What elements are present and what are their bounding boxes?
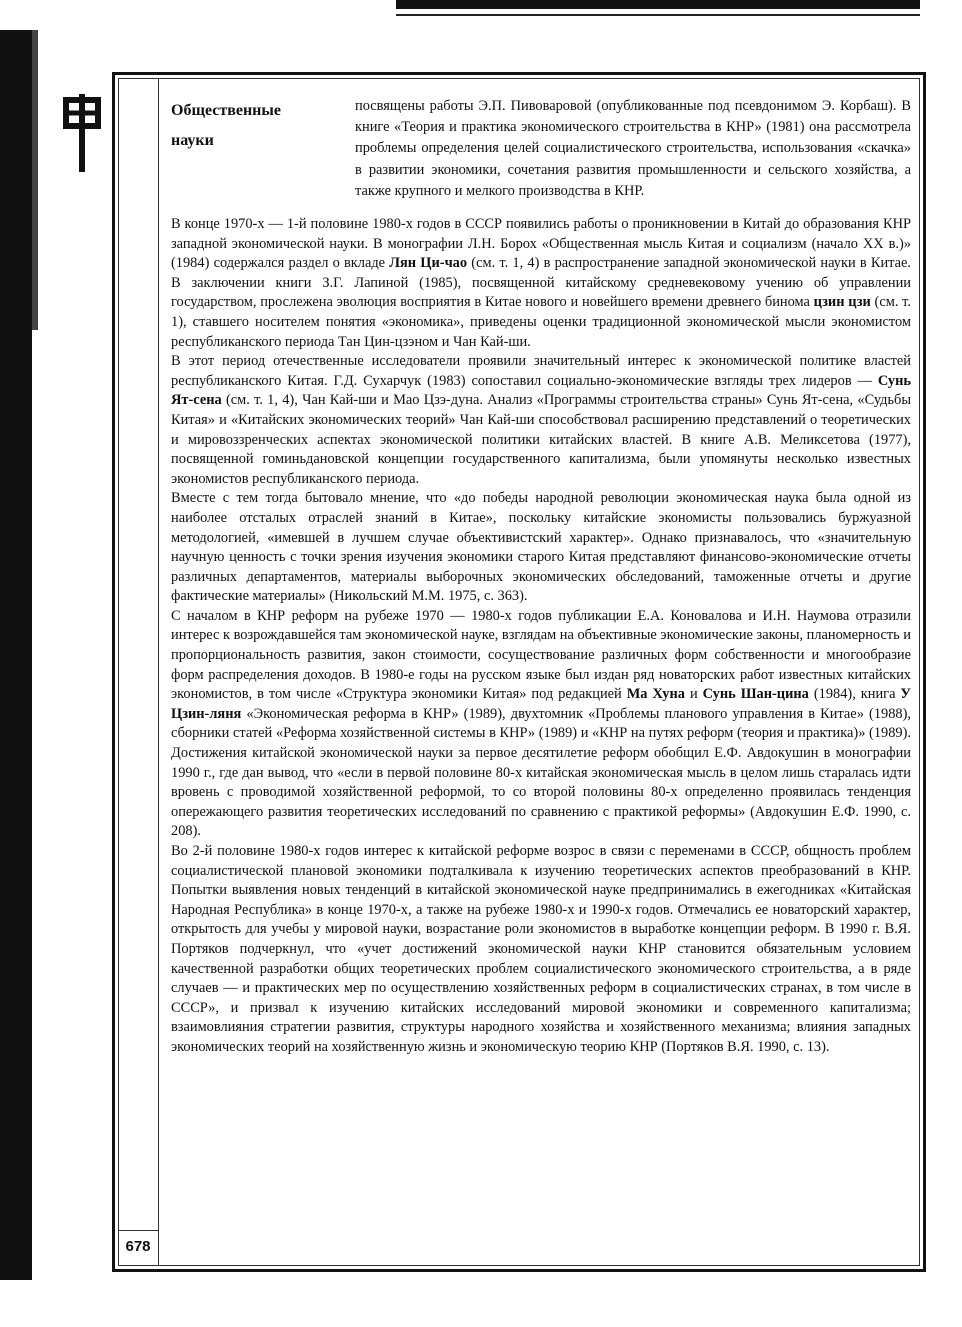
- top-decorative-line: [396, 14, 920, 16]
- text-run: В конце 1970-х — 1-й половине 1980-х годов в СССР появились работы о проникновении в Китай до образования КНР западной экономической науки. В монографии Л.Н. Борох «Общественная мысль Китая и социализм (начало XX в.)» (1984) содержался раздел о вкладе: [171, 216, 911, 272]
- text-run: (1984), книга: [808, 686, 901, 703]
- text-run: (см. т. 1, 4), Чан Кай-ши и Мао Цзэ-дуна. Анализ «Программы строительства страны» Сунь Ят-сена, «Судьбы Китая» и «Китайских экономических теорий» Чан Кай-ши способствовал расширению представлений о теоретических и мировоззренческих аспектах экономической политики китайских властей. В книге А.В. Меликсетова (1977), посвященной гоминьдановской концепции государственного капитализма, были упомянуты несколько известных экономистов республиканского периода.: [171, 392, 911, 487]
- paragraph-1: [171, 215, 911, 352]
- top-decorative-bar: [396, 0, 920, 9]
- bold-name: Ма Хуна: [626, 686, 685, 703]
- text-run: и: [684, 686, 703, 703]
- bold-term: цзин цзи: [813, 294, 871, 311]
- bold-name: Сунь Ят-сена: [171, 372, 911, 409]
- bold-name: Сунь Шан-цина: [702, 686, 809, 703]
- text-run: (см. т. 1, 4) в распространение западной экономической науки в Китае. В заключении книги З.Г. Лапиной (1985), посвященной китайскому средневековому учению об управлении государством, прослежена эволюция восприятия в Китае нового и новейшего времени древнего бинома: [171, 255, 911, 311]
- text-run: «Экономическая реформа в КНР» (1989), двухтомник «Проблемы планового управления в Китае» (1988), сборники статей «Реформа хозяйственной системы в КНР» (1989) и «КНР на путях реформ (теория и практика)» (1989). Достижения китайской экономической науки за первое десятилетие реформ обобщил Е.Ф. Авдокушин в монографии 1990 г., где дан вывод, что «если в первой половине 80-х китайская экономическая мысль в целом лишь старалась идти вровень с проводимой хозяйственной реформой, то со второй половины 80-х определенно проявилась тенденция опережающего развития теоретических исследований по сравнению с практикой реформы» (Авдокушин Е.Ф. 1990, с. 208).: [171, 705, 911, 840]
- page-number: 678: [125, 1238, 151, 1255]
- bold-name: Лян Ци-чао: [389, 255, 468, 272]
- section-heading-line2: науки: [171, 132, 214, 149]
- bold-name: У Цзин-ляня: [171, 686, 911, 722]
- section-heading-line1: Общественные: [171, 102, 281, 119]
- paragraph-2: [171, 352, 911, 489]
- intro-paragraph: [355, 96, 911, 202]
- chinese-character-emblem-icon: [62, 92, 102, 176]
- section-heading: [171, 96, 341, 156]
- intro-text: посвящены работы Э.П. Пивоваровой (опубликованные под псевдонимом Э. Корбаш). В книге «Теория и практика экономического строительства в КНР» (1981) она рассмотрела проблемы определения целей социалистического строительства, использования «скачка» в развитии экономики, сочетания развития промышленности и сельского хозяйства, а также крупного и мелкого производства в КНР.: [355, 98, 911, 199]
- paragraph-5: Во 2-й половине 1980-х годов интерес к китайской реформе возрос в связи с переменами в СССР, общность проблем социалистической плановой экономики подталкивала к изучению теоретических аспектов преобразований в КНР. Попытки выявления новых тенденций в китайской экономической науке предпринимались в ежегодниках «Китайская Народная Республика» в конце 1970-х, а также на рубеже 1980-х и 1990-х годов. Отмечались ее новаторский характер, открытость для учебы у мировой науки, возрастание роли экономистов в выработке концепции реформ. В 1990 г. В.Я. Портяков подчеркнул, что «учет достижений экономической науки КНР становится обязательным условием качественной разработки общих теоретических проблем социалистического экономического строительства, а в ряде случаев — и практических мер по осуществлению хозяйственных реформ в социалистических странах, в том числе в СССР», и призвал к изучению китайских исследований мировой экономики и современного капитализма; взаимовлияния стратегии развития, структуры народного хозяйства и хозяйственного механизма; влияния западных экономических теорий на хозяйственную жизнь и экономическую теорию КНР (Портяков В.Я. 1990, с. 13).: [171, 843, 911, 1055]
- article-body: [171, 215, 911, 1058]
- margin-rule: [158, 78, 159, 1266]
- text-run: В этот период отечественные исследователи проявили значительный интерес к экономической политике властей республиканского Китая. Г.Д. Сухарчук (1983) сопоставил социально-экономические взгляды трех лидеров —: [171, 353, 911, 389]
- paragraph-4: [171, 607, 911, 842]
- paragraph-3: Вместе с тем тогда бытовало мнение, что «до победы народной революции экономическая наука была одной из наиболее отсталых отраслей знаний в Китае», поскольку китайские экономисты пользовались буржуазной методологией, «имевшей в лучшем случае объективистский характер». Однако признавалось, что «значительную научную ценность с точки зрения изучения экономики старого Китая представляют финансово-экономические отчеты различных департаментов, материалы выборочных экономических обследований, таможенные отчеты и другие фактические материалы» (Никольский М.М. 1975, с. 363).: [171, 490, 911, 605]
- left-dark-band: [0, 30, 32, 1280]
- left-band-shadow: [32, 30, 38, 330]
- text-run: С началом в КНР реформ на рубеже 1970 — 1980-х годов публикации Е.А. Коновалова и И.Н. Наумова отразили интерес к возрождавшейся там экономической науке, взглядам на объективные экономические законы, планомерность и пропорциональность развития, закон стоимости, сосуществование различных форм собственности и многообразие форм распределения доходов. В 1980-е годы на русском языке был издан ряд новаторских работ известных китайских экономистов, в том числе «Структура экономики Китая» под редакцией: [171, 607, 911, 703]
- text-run: (см. т. 1), ставшего носителем понятия «экономика», приведены оценки традиционной экономической мысли экономистом республиканского периода Тан Цин-цзэном и Чан Кай-ши.: [171, 294, 911, 350]
